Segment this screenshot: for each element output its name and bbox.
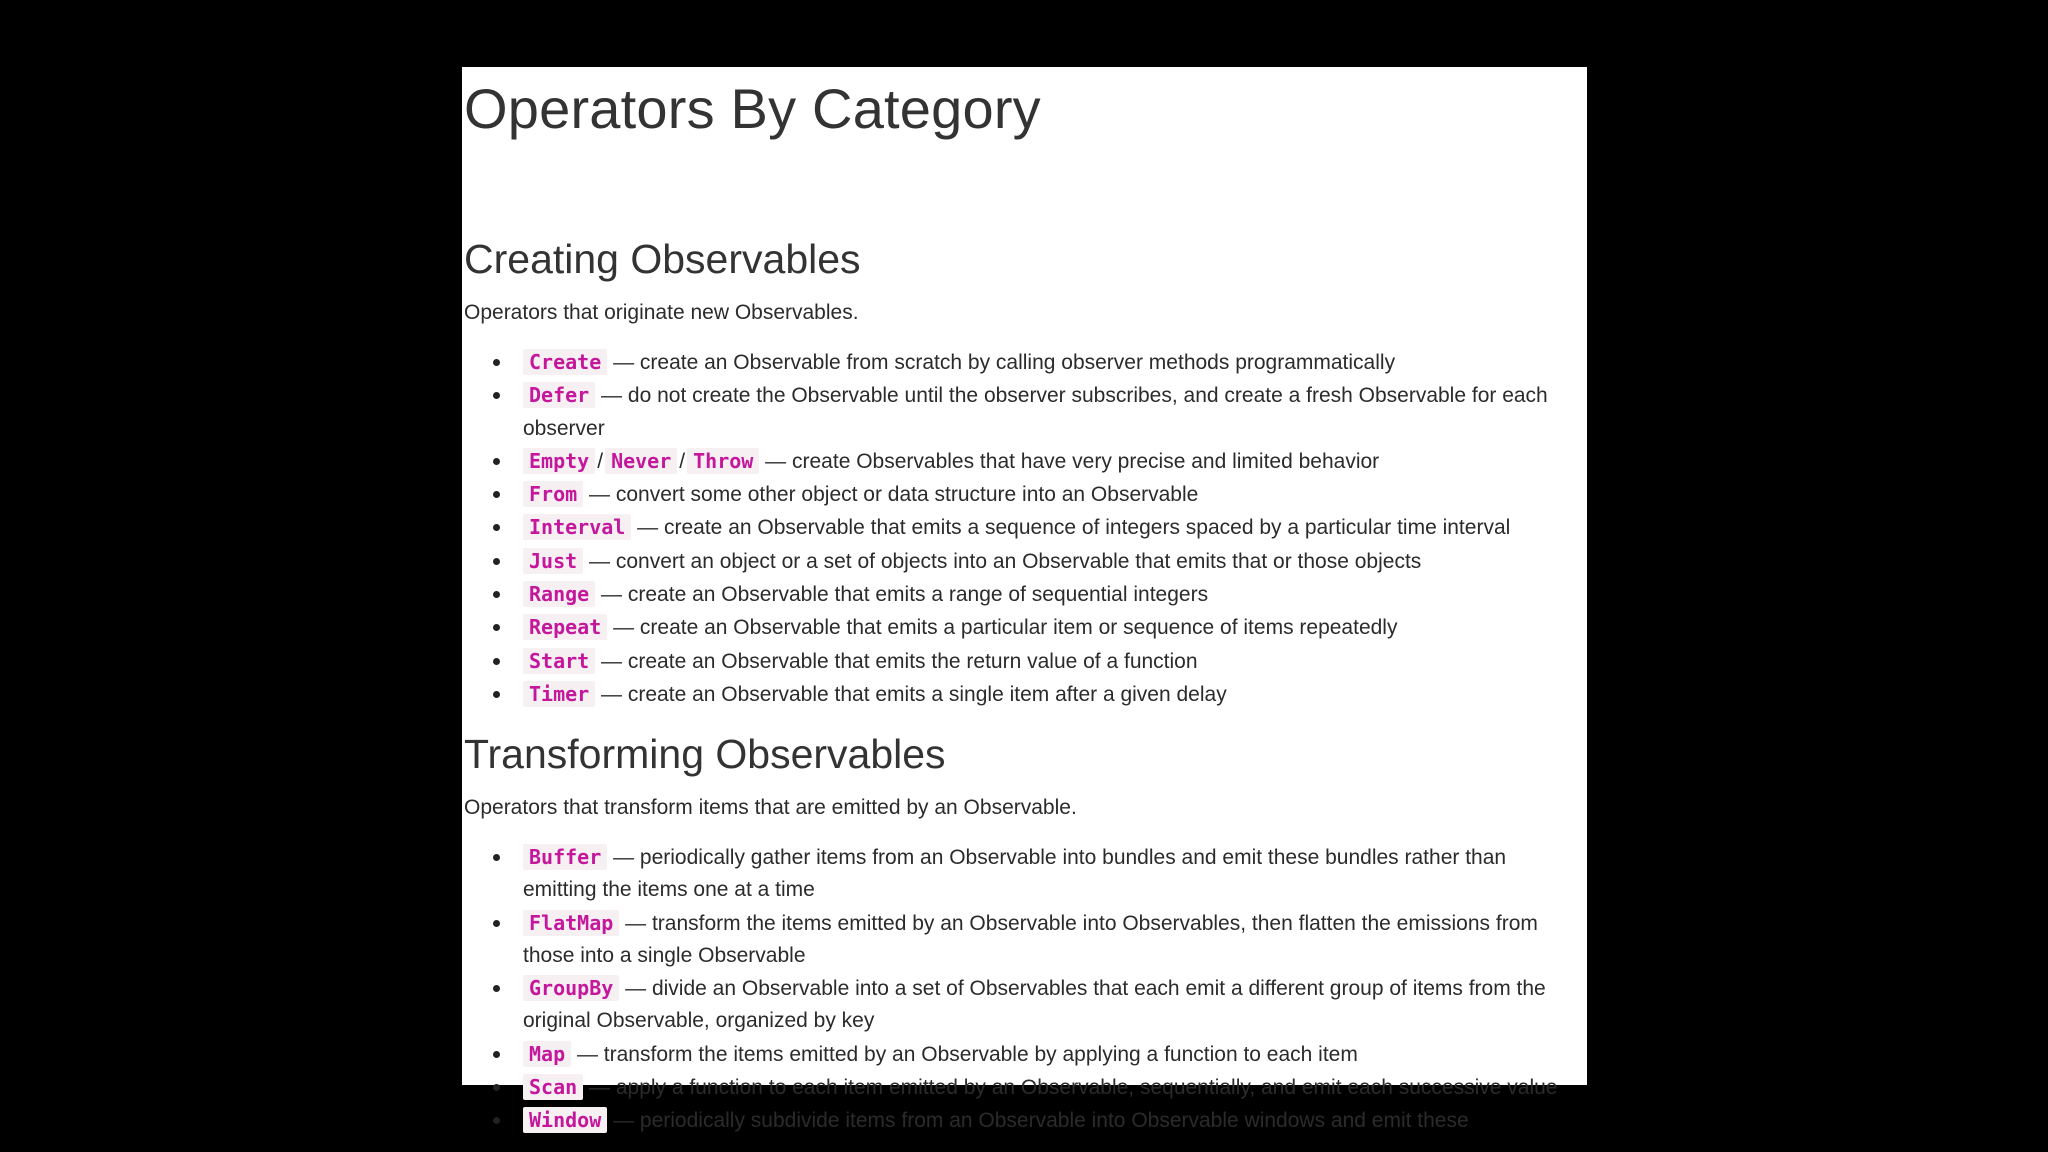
operator-list-item bbox=[523, 578, 1563, 611]
operator-link-groupby[interactable]: GroupBy bbox=[523, 975, 619, 1001]
operator-link-scan[interactable]: Scan bbox=[523, 1074, 583, 1100]
operator-link-start[interactable]: Start bbox=[523, 648, 595, 674]
operator-list-item bbox=[523, 645, 1563, 678]
operator-link-window[interactable]: Window bbox=[523, 1107, 607, 1133]
operator-description: — create an Observable that emits a particular item or sequence of items repeatedly bbox=[607, 616, 1398, 640]
operator-link-flatmap[interactable]: FlatMap bbox=[523, 910, 619, 936]
operator-description: — create an Observable that emits a range of sequential integers bbox=[595, 583, 1209, 607]
operator-list-item bbox=[523, 545, 1563, 578]
operator-list-item bbox=[523, 972, 1563, 1038]
section-intro-transforming: Operators that transform items that are emitted by an Observable. bbox=[464, 796, 1077, 819]
operator-description: — transform the items emitted by an Observable by applying a function to each item bbox=[571, 1042, 1358, 1066]
operator-description: — do not create the Observable until the observer subscribes, and create a fresh Observable for each observer bbox=[523, 384, 1548, 440]
operator-link-map[interactable]: Map bbox=[523, 1041, 571, 1067]
operator-description: — transform the items emitted by an Observable into Observables, then flatten the emissions from those into a single Observable bbox=[523, 911, 1538, 967]
operator-separator: / bbox=[679, 449, 686, 473]
operator-link-throw[interactable]: Throw bbox=[687, 448, 759, 474]
operator-description: — divide an Observable into a set of Observables that each emit a different group of items from the original Observable, organized by key bbox=[523, 977, 1546, 1033]
operator-list-item bbox=[523, 1071, 1563, 1104]
operator-link-range[interactable]: Range bbox=[523, 581, 595, 607]
operator-list-item bbox=[523, 478, 1563, 511]
operator-list-item bbox=[523, 1104, 1563, 1137]
operator-list-creating bbox=[464, 346, 1563, 711]
operator-list-item bbox=[523, 445, 1563, 478]
operator-link-create[interactable]: Create bbox=[523, 349, 607, 375]
section-heading-creating: Creating Observables bbox=[464, 236, 861, 282]
operator-link-never[interactable]: Never bbox=[605, 448, 677, 474]
operator-description: — convert an object or a set of objects into an Observable that emits that or those objects bbox=[583, 549, 1422, 573]
operator-list-item bbox=[523, 379, 1563, 445]
operator-link-timer[interactable]: Timer bbox=[523, 681, 595, 707]
operator-separator: / bbox=[597, 449, 604, 473]
operator-description: — create an Observable that emits a single item after a given delay bbox=[595, 682, 1227, 706]
operator-link-just[interactable]: Just bbox=[523, 548, 583, 574]
operator-description: — create an Observable that emits the return value of a function bbox=[595, 649, 1198, 673]
operator-link-from[interactable]: From bbox=[523, 481, 583, 507]
operator-list-item bbox=[523, 1038, 1563, 1071]
operator-list-item bbox=[523, 511, 1563, 544]
operator-description: — periodically subdivide items from an Observable into Observable windows and emit these bbox=[607, 1109, 1469, 1133]
operator-link-defer[interactable]: Defer bbox=[523, 382, 595, 408]
operator-description: — create an Observable from scratch by calling observer methods programmatically bbox=[607, 351, 1396, 374]
operator-list-transforming bbox=[464, 841, 1563, 1138]
operator-link-buffer[interactable]: Buffer bbox=[523, 844, 607, 870]
operator-link-empty[interactable]: Empty bbox=[523, 448, 595, 474]
operator-description: — apply a function to each item emitted by an Observable, sequentially, and emit each successive value bbox=[583, 1076, 1558, 1100]
section-intro-creating: Operators that originate new Observables. bbox=[464, 301, 859, 324]
operator-description: — create an Observable that emits a sequence of integers spaced by a particular time interval bbox=[631, 516, 1511, 540]
operator-list-item bbox=[523, 907, 1563, 973]
operator-description: — create Observables that have very precise and limited behavior bbox=[759, 449, 1380, 473]
operator-link-interval[interactable]: Interval bbox=[523, 514, 631, 540]
document-page bbox=[462, 67, 1587, 1133]
operator-description: — periodically gather items from an Observable into bundles and emit these bundles rather than emitting the items one at a time bbox=[523, 846, 1507, 902]
operator-list-item bbox=[523, 678, 1563, 711]
operator-description: — convert some other object or data structure into an Observable bbox=[583, 483, 1199, 507]
section-heading-transforming: Transforming Observables bbox=[464, 731, 946, 777]
operator-list-item bbox=[523, 841, 1563, 907]
operator-list-item bbox=[523, 611, 1563, 644]
operator-link-repeat[interactable]: Repeat bbox=[523, 614, 607, 640]
page-title: Operators By Category bbox=[464, 77, 1041, 140]
operator-list-item bbox=[523, 346, 1563, 379]
